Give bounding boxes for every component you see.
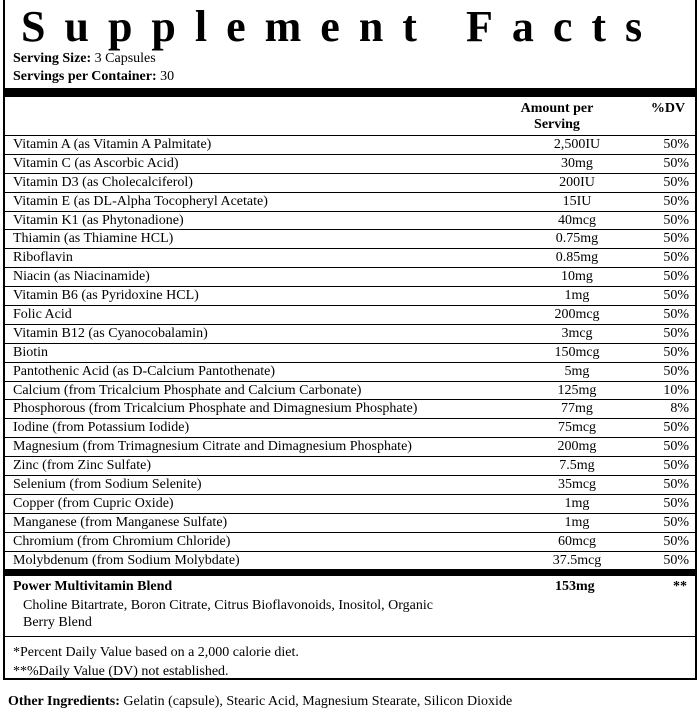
nutrient-name: Phosphorous (from Tricalcium Phosphate and Dimagnesium Phosphate) [13, 401, 418, 417]
nutrient-dv: 50% [663, 250, 689, 266]
nutrient-amount: 77mg [561, 401, 593, 417]
nutrient-dv: 50% [663, 155, 689, 171]
footnotes [5, 637, 695, 681]
nutrient-amount: 200mg [557, 439, 597, 455]
nutrient-row [5, 533, 695, 552]
nutrient-name: Biotin [13, 344, 49, 360]
other-ingredients [8, 694, 512, 710]
nutrient-row [5, 382, 695, 401]
nutrient-dv: 50% [663, 533, 689, 549]
nutrient-row [5, 174, 695, 193]
nutrient-amount: 1mg [564, 495, 590, 511]
nutrient-dv: 10% [663, 382, 689, 398]
column-header [5, 97, 695, 136]
nutrient-row [5, 514, 695, 533]
nutrient-dv: 50% [663, 288, 689, 304]
nutrient-name: Chromium (from Chromium Chloride) [13, 533, 231, 549]
nutrient-amount: 125mg [557, 382, 597, 398]
nutrient-dv: 50% [663, 458, 689, 474]
nutrient-amount: 1mg [564, 514, 590, 530]
nutrient-rows [5, 136, 695, 570]
nutrient-row [5, 287, 695, 306]
nutrient-amount: 40mcg [557, 212, 597, 228]
blend-dv: ** [673, 579, 687, 595]
nutrient-name: Vitamin E (as DL-Alpha Tocopheryl Acetate) [13, 193, 268, 209]
servings-label: Servings per Container: [13, 69, 157, 84]
nutrient-row [5, 363, 695, 382]
nutrient-name: Vitamin D3 (as Cholecalciferol) [13, 174, 193, 190]
nutrient-name: Zinc (from Zinc Sulfate) [13, 458, 152, 474]
nutrient-amount: 37.5mcg [552, 552, 602, 568]
nutrient-amount: 60mcg [557, 533, 597, 549]
nutrient-amount: 0.85mg [555, 250, 599, 266]
amount-header: Amount per Serving [520, 101, 594, 132]
thick-divider [5, 88, 695, 97]
nutrient-row [5, 306, 695, 325]
nutrient-name: Folic Acid [13, 307, 72, 323]
nutrient-amount: 15IU [562, 193, 592, 209]
nutrient-name: Molybdenum (from Sodium Molybdate) [13, 552, 240, 568]
nutrient-name: Selenium (from Sodium Selenite) [13, 477, 202, 493]
nutrient-dv: 50% [663, 552, 689, 568]
nutrient-dv: 50% [663, 477, 689, 493]
nutrient-row [5, 268, 695, 287]
nutrient-name: Magnesium (from Trimagnesium Citrate and Dimagnesium Phosphate) [13, 439, 412, 455]
nutrient-dv: 50% [663, 307, 689, 323]
nutrient-amount: 5mg [564, 363, 590, 379]
footnote-not-established: **%Daily Value (DV) not established. [13, 664, 229, 680]
nutrient-amount: 7.5mg [559, 458, 595, 474]
nutrient-dv: 50% [663, 363, 689, 379]
nutrient-amount: 1mg [564, 288, 590, 304]
nutrient-dv: 50% [663, 269, 689, 285]
servings-per-container [5, 68, 695, 86]
other-ingredients-label: Other Ingredients: [8, 694, 120, 709]
blend-row [5, 576, 695, 637]
blend-description: Choline Bitartrate, Boron Citrate, Citrus Bioflavonoids, Inositol, Organic Berry Blend [23, 598, 433, 631]
serving-size-label: Serving Size: [13, 51, 92, 66]
nutrient-dv: 50% [663, 231, 689, 247]
nutrient-name: Vitamin B12 (as Cyanocobalamin) [13, 325, 208, 341]
nutrient-amount: 10mg [561, 269, 593, 285]
nutrient-dv: 50% [663, 439, 689, 455]
nutrient-dv: 50% [663, 193, 689, 209]
nutrient-amount: 200mcg [554, 307, 600, 323]
blend-amount: 153mg [555, 579, 595, 595]
nutrient-row [5, 344, 695, 363]
nutrient-dv: 50% [663, 514, 689, 530]
nutrient-dv: 50% [663, 344, 689, 360]
nutrient-amount: 3mcg [561, 325, 593, 341]
nutrient-name: Vitamin A (as Vitamin A Palmitate) [13, 137, 212, 152]
nutrient-name: Vitamin C (as Ascorbic Acid) [13, 155, 179, 171]
nutrient-row [5, 212, 695, 231]
nutrient-row [5, 457, 695, 476]
dv-header: %DV [650, 101, 686, 116]
nutrient-dv: 50% [663, 174, 689, 190]
footnote-dv: *Percent Daily Value based on a 2,000 calorie diet. [13, 645, 299, 661]
nutrient-dv: 50% [663, 137, 689, 152]
nutrient-row [5, 419, 695, 438]
nutrient-name: Vitamin B6 (as Pyridoxine HCL) [13, 288, 199, 304]
nutrient-dv: 50% [663, 325, 689, 341]
other-ingredients-value: Gelatin (capsule), Stearic Acid, Magnesium Stearate, Silicon Dioxide [123, 694, 513, 709]
blend-name: Power Multivitamin Blend [13, 579, 173, 595]
nutrient-dv: 50% [663, 495, 689, 511]
panel-title: Supplement Facts [21, 2, 662, 51]
nutrient-row [5, 476, 695, 495]
nutrient-name: Niacin (as Niacinamide) [13, 269, 150, 285]
nutrient-row [5, 325, 695, 344]
nutrient-name: Iodine (from Potassium Iodide) [13, 420, 190, 436]
nutrient-row [5, 495, 695, 514]
supplement-facts-panel [3, 0, 697, 680]
nutrient-row [5, 155, 695, 174]
nutrient-name: Copper (from Cupric Oxide) [13, 495, 174, 511]
nutrient-name: Pantothenic Acid (as D-Calcium Pantothenate) [13, 363, 276, 379]
nutrient-dv: 50% [663, 212, 689, 228]
nutrient-row [5, 230, 695, 249]
nutrient-row [5, 193, 695, 212]
nutrient-name: Calcium (from Tricalcium Phosphate and Calcium Carbonate) [13, 382, 362, 398]
nutrient-amount: 200IU [559, 174, 595, 190]
nutrient-amount: 0.75mg [555, 231, 599, 247]
nutrient-amount: 35mcg [557, 477, 597, 493]
nutrient-dv: 8% [670, 401, 689, 417]
nutrient-row [5, 249, 695, 268]
nutrient-row [5, 136, 695, 155]
nutrient-amount: 2,500IU [553, 137, 601, 152]
nutrient-amount: 150mcg [554, 344, 600, 360]
serving-size-value: 3 Capsules [94, 51, 156, 66]
serving-size [5, 50, 695, 68]
nutrient-row [5, 438, 695, 457]
nutrient-dv: 50% [663, 420, 689, 436]
servings-value: 30 [160, 69, 175, 84]
nutrient-name: Manganese (from Manganese Sulfate) [13, 514, 228, 530]
nutrient-name: Thiamin (as Thiamine HCL) [13, 231, 174, 247]
nutrient-name: Riboflavin [13, 250, 73, 266]
nutrient-row [5, 552, 695, 571]
nutrient-row [5, 400, 695, 419]
nutrient-amount: 75mcg [557, 420, 597, 436]
nutrient-amount: 30mg [561, 155, 593, 171]
nutrient-name: Vitamin K1 (as Phytonadione) [13, 212, 184, 228]
